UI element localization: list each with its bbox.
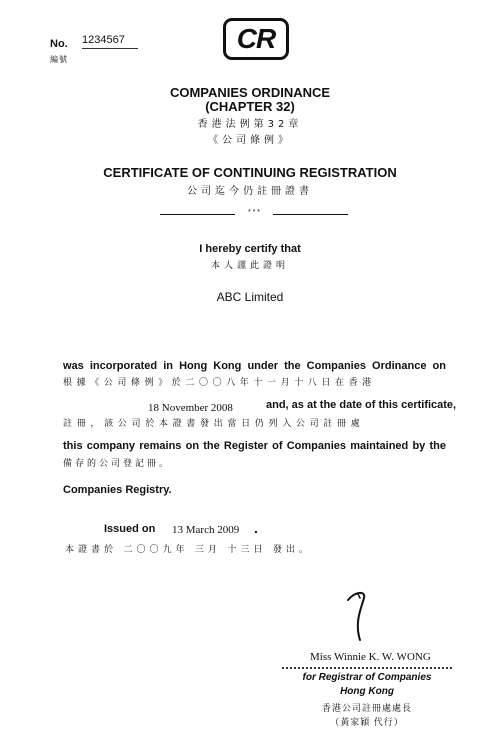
registrar-location: Hong Kong xyxy=(340,686,394,697)
ordinance-title: COMPANIES ORDINANCE xyxy=(169,85,331,100)
issued-date: 13 March 2009 xyxy=(172,524,240,536)
issued-period: . xyxy=(254,520,258,536)
certificate-number-label-cjk: 編號 xyxy=(50,55,68,64)
divider-line-left xyxy=(160,214,235,215)
certificate-number: 1234567 xyxy=(82,34,138,49)
certify-statement-cjk: 本人謹此證明 xyxy=(210,261,289,271)
issued-on-label: Issued on xyxy=(104,523,156,535)
registrar-signature xyxy=(340,586,380,642)
companies-registry-logo xyxy=(223,18,289,60)
signature-dotted-line xyxy=(282,667,452,669)
registrar-name: Miss Winnie K. W. WONG xyxy=(310,651,431,663)
registrar-title: for Registrar of Companies xyxy=(302,672,432,683)
register-statement: this company remains on the Register of Companies maintained by the xyxy=(63,440,446,452)
incorporation-statement: was incorporated in Hong Kong under the Companies Ordinance on xyxy=(63,360,446,372)
certificate-title: CERTIFICATE OF CONTINUING REGISTRATION xyxy=(103,165,397,180)
companies-registry-text: Companies Registry. xyxy=(63,484,172,496)
certificate-title-cjk: 公司迄今仍註冊證書 xyxy=(187,186,313,197)
divider-stars: * * * xyxy=(247,209,261,216)
ordinance-title-cjk: 香港法例第32章 xyxy=(197,119,303,130)
certify-statement: I hereby certify that xyxy=(199,243,301,255)
certificate-number-label: No. xyxy=(50,38,68,50)
logo-text: CR xyxy=(236,23,276,54)
registrar-name-cjk: （黃家穎 代行） xyxy=(330,717,404,727)
registrar-title-cjk: 香港公司註冊處處長 xyxy=(321,703,412,713)
ordinance-chapter: (CHAPTER 32) xyxy=(205,99,295,114)
company-name: ABC Limited xyxy=(216,290,284,304)
certificate-date-statement: and, as at the date of this certificate, xyxy=(266,399,457,411)
certificate-date-statement-cjk: 註冊，該公司於本證書發出當日仍列入公司註冊處 xyxy=(63,419,365,429)
incorporation-statement-cjk: 根據《公司條例》於二〇〇八年十一月十八日在香港 xyxy=(63,378,376,388)
title-divider xyxy=(160,209,348,218)
divider-line-right xyxy=(273,214,348,215)
incorporation-date: 18 November 2008 xyxy=(148,402,233,414)
issued-date-cjk: 本證書於 二〇〇九年 三月 十三日 發出。 xyxy=(65,544,313,554)
ordinance-subtitle-cjk: 《公司條例》 xyxy=(208,135,292,146)
register-statement-cjk: 備存的公司登記冊。 xyxy=(63,459,172,469)
